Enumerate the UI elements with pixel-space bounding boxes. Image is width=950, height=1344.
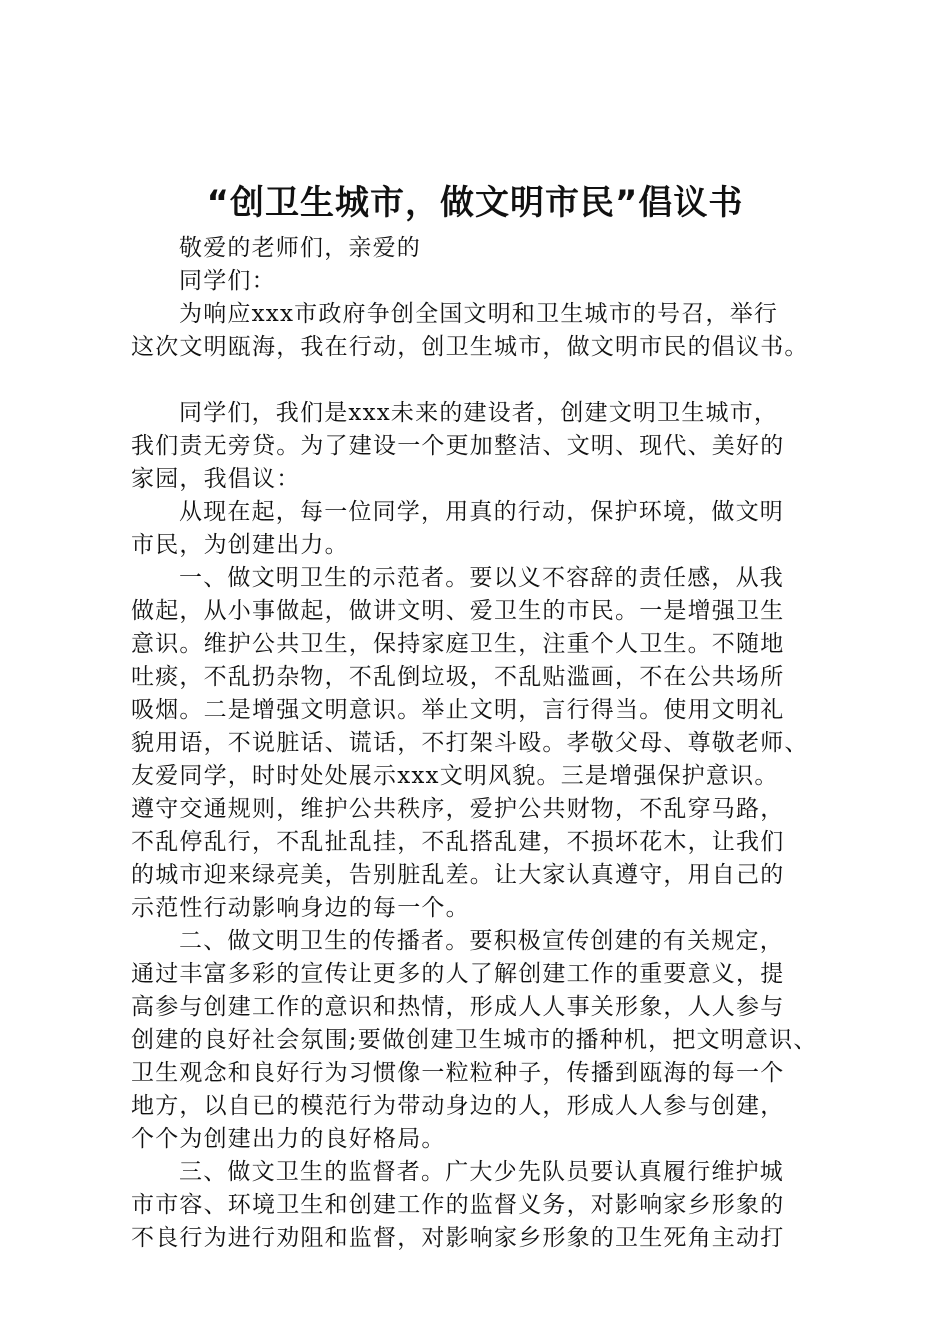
paragraph-line: 同学们，我们是xxx未来的建设者，创建文明卫生城市，	[179, 400, 779, 426]
paragraph-line: 遵守交通规则，维护公共秩序，爱护公共财物，不乱穿马路，	[131, 796, 785, 822]
paragraph-line: 卫生观念和良好行为习惯像一粒粒种子，传播到瓯海的每一个	[131, 1060, 785, 1086]
paragraph-line: 做起，从小事做起，做讲文明、爱卫生的市民。一是增强卫生	[131, 598, 785, 624]
paragraph-line: 通过丰富多彩的宣传让更多的人了解创建工作的重要意义，提	[131, 961, 785, 987]
paragraph	[131, 925, 831, 1156]
paragraph-line: 我们责无旁贷。为了建设一个更加整洁、文明、现代、美好的	[131, 433, 785, 459]
paragraph-line: 这次文明瓯海，我在行动，创卫生城市，做文明市民的倡议书。	[131, 334, 809, 360]
document-body	[131, 232, 831, 1255]
paragraph	[131, 562, 831, 925]
paragraph-line: 地方，以自已的模范行为带动身边的人，形成人人参与创建，	[131, 1093, 785, 1119]
paragraph-line: 友爱同学，时时处处展示xxx文明风貌。三是增强保护意识。	[131, 763, 779, 789]
paragraph-line: 一、做文明卫生的示范者。要以义不容辞的责任感，从我	[179, 565, 784, 591]
paragraph-line: 三、做文卫生的监督者。广大少先队员要认真履行维护城	[179, 1159, 784, 1185]
paragraph-line: 家园，我倡议：	[131, 466, 301, 492]
paragraph-line: 不乱停乱行，不乱扯乱挂，不乱搭乱建，不损坏花木，让我们	[131, 829, 785, 855]
paragraph	[131, 496, 831, 562]
paragraph-line: 貌用语，不说脏话、谎话，不打架斗殴。孝敬父母、尊敬老师、	[131, 730, 809, 756]
paragraph-line: 不良行为进行劝阻和监督，对影响家乡形象的卫生死角主动打	[131, 1225, 785, 1251]
paragraph-line: 吸烟。二是增强文明意识。举止文明，言行得当。使用文明礼	[131, 697, 785, 723]
document-title: “创卫生城市，做文明市民”倡议书	[206, 183, 744, 223]
paragraph-line: 从现在起，每一位同学，用真的行动，保护环境，做文明	[179, 499, 784, 525]
paragraph-line: 吐痰，不乱扔杂物，不乱倒垃圾，不乱贴滥画，不在公共场所	[131, 664, 785, 690]
paragraph-line: 为响应xxx市政府争创全国文明和卫生城市的号召，举行	[179, 301, 779, 327]
paragraph-line: 高参与创建工作的意识和热情，形成人人事关形象，人人参与	[131, 994, 785, 1020]
paragraph	[131, 397, 831, 496]
paragraph-line: 意识。维护公共卫生，保持家庭卫生，注重个人卫生。不随地	[131, 631, 785, 657]
paragraph-line: 的城市迎来绿亮美，告别脏乱差。让大家认真遵守，用自己的	[131, 862, 785, 888]
paragraph-line: 示范性行动影响身边的每一个。	[131, 895, 470, 921]
paragraph	[131, 1156, 831, 1255]
paragraph-spacer	[131, 364, 831, 397]
paragraph-line: 个个为创建出力的良好格局。	[131, 1126, 446, 1152]
paragraph-line: 二、做文明卫生的传播者。要积极宣传创建的有关规定，	[179, 928, 784, 954]
paragraph-line: 市民，为创建出力。	[131, 532, 349, 558]
greeting-line: 同学们：	[179, 268, 276, 294]
paragraph-line: 创建的良好社会氛围;要做创建卫生城市的播种机，把文明意识、	[131, 1027, 818, 1053]
greeting-line: 敬爱的老师们，亲爱的	[179, 235, 421, 261]
paragraph	[131, 298, 831, 364]
paragraph-line: 市市容、环境卫生和创建工作的监督义务，对影响家乡形象的	[131, 1192, 785, 1218]
